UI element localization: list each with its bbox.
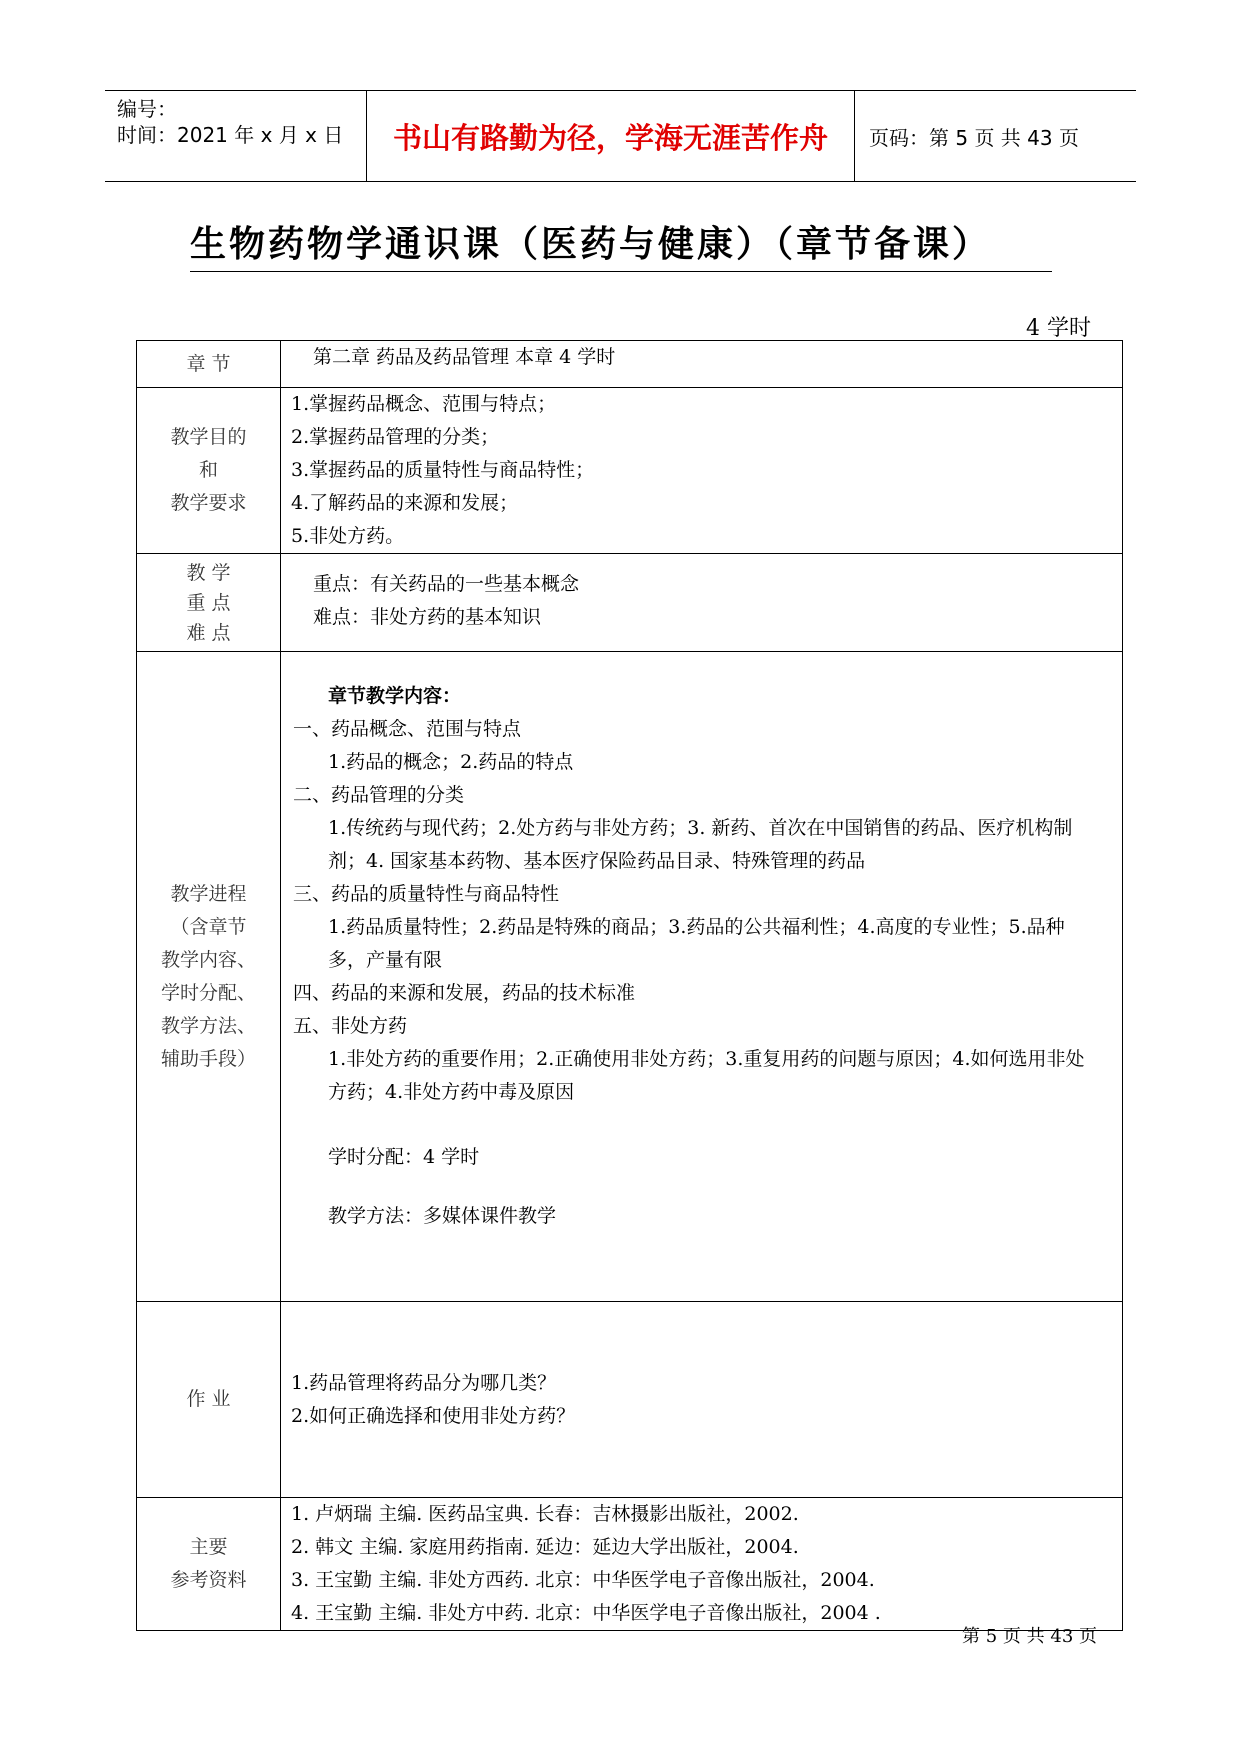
- goal-item: 5.非处方药。: [291, 525, 405, 547]
- focus-label-line: 难 点: [186, 621, 231, 644]
- progress-label-line: （含章节: [170, 915, 247, 938]
- goal-item: 2.掌握药品管理的分类；: [291, 426, 500, 448]
- row-references: [137, 1498, 1123, 1631]
- section-title: 三、药品的质量特性与商品特性: [293, 883, 560, 905]
- references-label-line: 参考资料: [170, 1569, 247, 1591]
- goal-item: 1.掌握药品概念、范围与特点；: [291, 393, 557, 415]
- focus-label: [137, 554, 281, 652]
- header-page-label: 页码：第 5 页 共 43 页: [869, 125, 1079, 150]
- progress-label-line: 辅助手段）: [160, 1047, 256, 1070]
- goal-item: 3.掌握药品的质量特性与商品特性；: [291, 459, 595, 481]
- lesson-plan-table: [136, 340, 1123, 1631]
- hours-allocation: 学时分配：4 学时: [328, 1146, 480, 1168]
- reference-item: 4. 王宝勤 主编. 非处方中药. 北京：中华医学电子音像出版社，2004 .: [291, 1602, 881, 1624]
- number-label: 编号：: [117, 97, 177, 121]
- section-title: 一、药品概念、范围与特点: [293, 718, 522, 740]
- row-progress: [137, 652, 1123, 1302]
- progress-label: [137, 652, 281, 1302]
- section-body: 1.药品质量特性；2.药品是特殊的商品；3.药品的公共福利性；4.高度的专业性；5.品种多，产量有限: [328, 916, 1065, 971]
- references-label: [137, 1498, 281, 1631]
- document-title: 生物药物学通识课（医药与健康）（章节备课）: [190, 216, 1052, 272]
- chapter-label: 章 节: [137, 341, 281, 388]
- difficult-point: 难点：非处方药的基本知识: [313, 606, 542, 628]
- reference-item: 3. 王宝勤 主编. 非处方西药. 北京：中华医学电子音像出版社，2004.: [291, 1569, 875, 1591]
- goals-content: [281, 388, 1123, 554]
- section-title: 四、药品的来源和发展，药品的技术标准: [293, 982, 636, 1004]
- progress-heading: 章节教学内容：: [328, 685, 462, 707]
- focus-content: [281, 554, 1123, 652]
- progress-label-line: 教学方法、: [160, 1014, 256, 1037]
- progress-content: [281, 652, 1123, 1302]
- teaching-method: 教学方法：多媒体课件教学: [328, 1205, 557, 1227]
- homework-content: [281, 1302, 1123, 1498]
- homework-label: 作 业: [137, 1302, 281, 1498]
- row-homework: [137, 1302, 1123, 1498]
- references-content: [281, 1498, 1123, 1631]
- key-point: 重点：有关药品的一些基本概念: [313, 573, 580, 595]
- homework-item: 2.如何正确选择和使用非处方药？: [291, 1404, 576, 1427]
- goals-label: [137, 388, 281, 554]
- section-body: 1.传统药与现代药；2.处方药与非处方药；3. 新药、首次在中国销售的药品、医疗机构制剂；4. 国家基本药物、基本医疗保险药品目录、特殊管理的药品: [328, 817, 1073, 872]
- goals-label-line: 教学要求: [170, 492, 247, 514]
- reference-item: 1. 卢炳瑞 主编. 医药品宝典. 长春：吉林摄影出版社，2002.: [291, 1503, 799, 1525]
- row-focus: [137, 554, 1123, 652]
- goals-label-line: 教学目的: [170, 426, 247, 448]
- page-header: [105, 90, 1136, 182]
- focus-label-line: 教 学: [186, 561, 231, 584]
- total-hours: 4 学时: [1026, 316, 1091, 341]
- header-meta: [105, 91, 367, 181]
- focus-label-line: 重 点: [186, 591, 231, 614]
- row-chapter: [137, 341, 1123, 388]
- row-goals: [137, 388, 1123, 554]
- progress-label-line: 教学进程: [170, 882, 247, 905]
- section-title: 五、非处方药: [293, 1015, 408, 1037]
- section-body: 1.药品的概念；2.药品的特点: [328, 751, 574, 773]
- page-footer: 第 5 页 共 43 页: [962, 1626, 1097, 1647]
- progress-label-line: 教学内容、: [160, 948, 256, 971]
- goal-item: 4.了解药品的来源和发展；: [291, 492, 519, 514]
- time-label: 时间：2021 年 x 月 x 日: [117, 123, 344, 147]
- chapter-content: 第二章 药品及药品管理 本章 4 学时: [281, 341, 1123, 388]
- section-title: 二、药品管理的分类: [293, 784, 465, 806]
- reference-item: 2. 韩文 主编. 家庭用药指南. 延边：延边大学出版社，2004.: [291, 1536, 799, 1558]
- header-motto: 书山有路勤为径，学海无涯苦作舟: [367, 91, 855, 181]
- references-label-line: 主要: [189, 1536, 228, 1558]
- homework-item: 1.药品管理将药品分为哪几类？: [291, 1371, 557, 1394]
- section-body: 1.非处方药的重要作用；2.正确使用非处方药；3.重复用药的问题与原因；4.如何选用非处方药；4.非处方药中毒及原因: [328, 1048, 1085, 1103]
- progress-label-line: 学时分配、: [160, 981, 256, 1004]
- goals-label-line: 和: [198, 459, 218, 481]
